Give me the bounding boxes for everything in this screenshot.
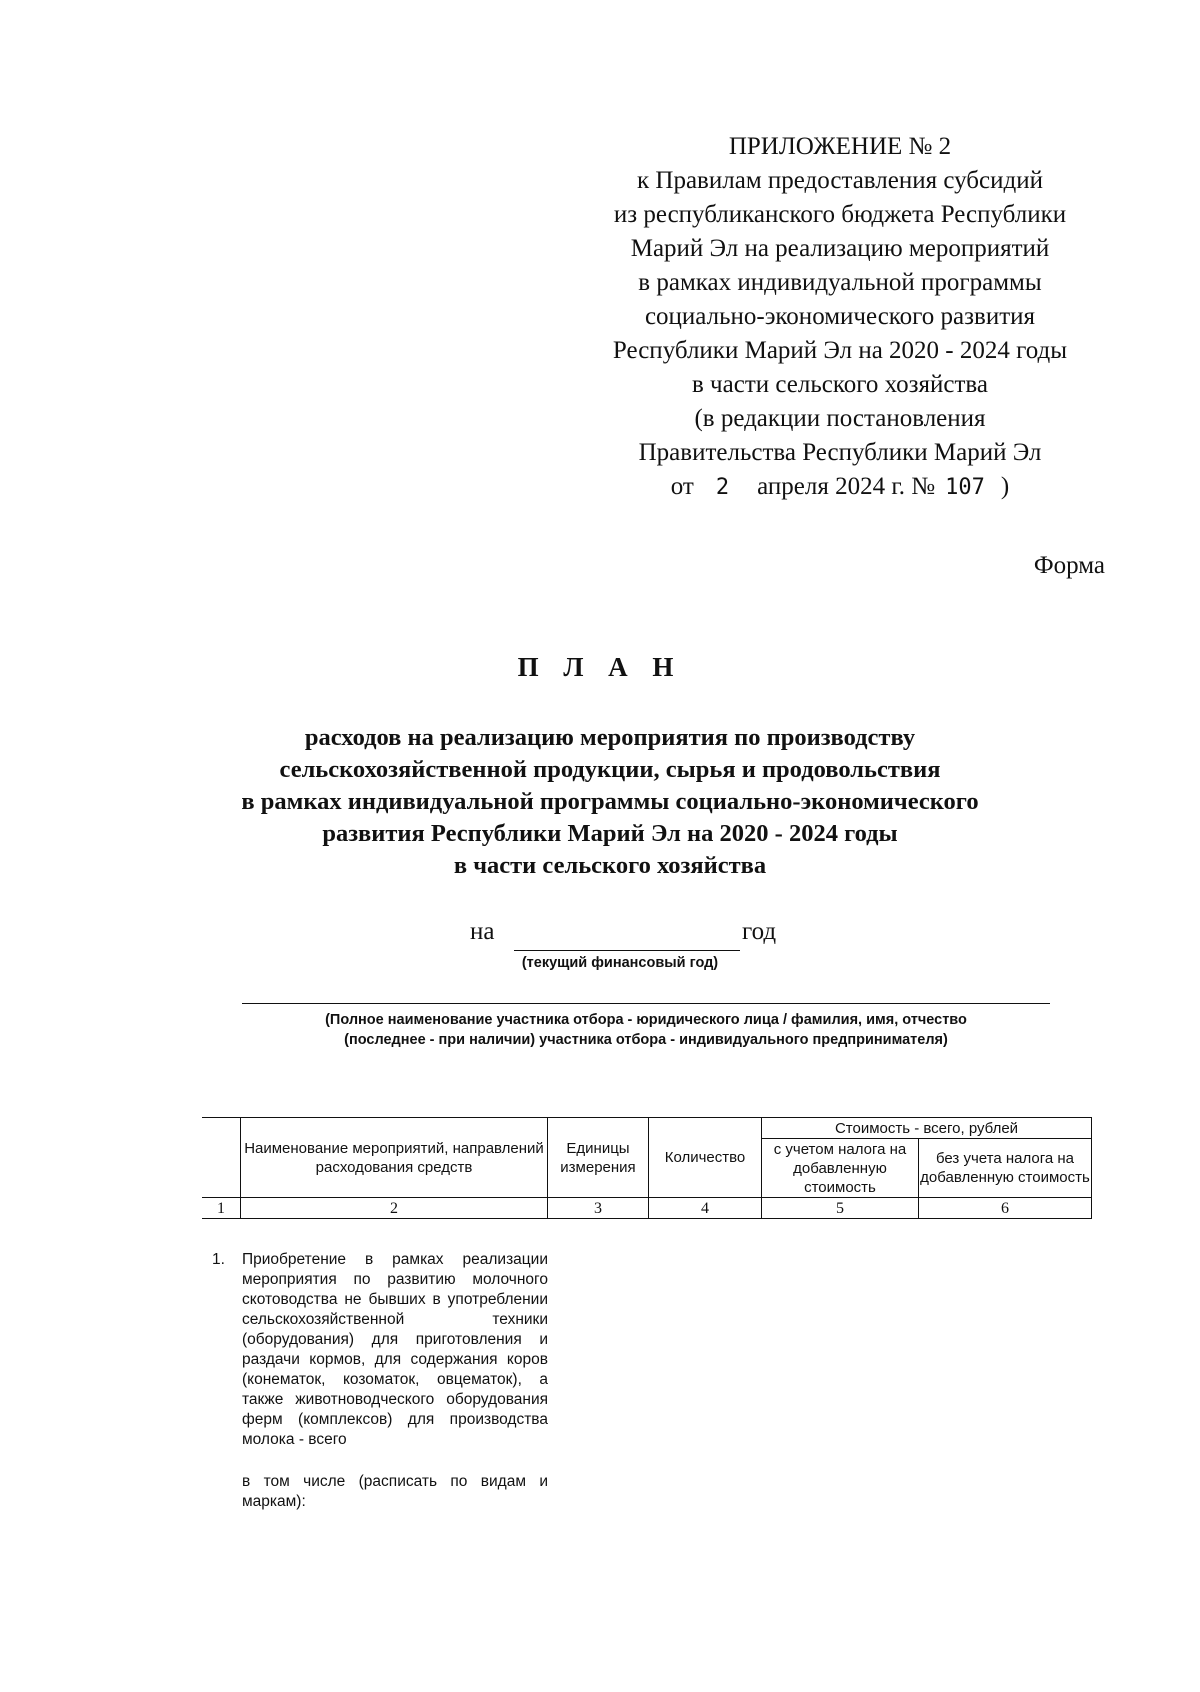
appendix-line: из республиканского бюджета Республики <box>613 201 1067 228</box>
plan-subtitle-line: расходов на реализацию мероприятия по производству <box>304 724 916 751</box>
header-name: Наименование мероприятий, направлений расходования средств <box>241 1118 548 1198</box>
item-subtext: в том числе (расписать по видам и маркам): <box>242 1473 548 1510</box>
expense-table <box>202 1117 1092 1219</box>
plan-subtitle-line: в части сельского хозяйства <box>453 852 767 879</box>
col-number: 4 <box>649 1198 762 1219</box>
date-suffix: ) <box>1000 473 1010 500</box>
plan-subtitle <box>180 722 1040 882</box>
god-label: год <box>742 918 777 945</box>
plan-subtitle-line: сельскохозяйственной продукции, сырья и продовольствия <box>279 756 941 783</box>
year-field-row <box>470 918 830 958</box>
na-label: на <box>470 918 495 945</box>
plan-subtitle-line: в рамках индивидуальной программы социально-экономического <box>241 788 979 815</box>
resolution-number: 107 <box>945 475 985 500</box>
appendix-date-line <box>560 470 1120 505</box>
plan-title: П Л А Н <box>517 652 683 682</box>
plan-subtitle-line: развития Республики Марий Эл на 2020 - 2024 годы <box>322 820 898 847</box>
year-caption: (текущий финансовый год) <box>521 955 719 971</box>
date-month-year: апреля 2024 г. № <box>757 473 936 500</box>
appendix-line: Республики Марий Эл на 2020 - 2024 годы <box>612 337 1068 364</box>
header-number <box>202 1118 241 1198</box>
item-text: Приобретение в рамках реализации мероприятия по развитию молочного скотоводства не бывших в употреблении сельскохозяйственной техники (оборудования) для приготовления и раздачи кормов, для содержания коров (конематок, козоматок, овцематок), а также животноводческого оборудования ферм (комплексов) для производства молока - всего <box>242 1251 548 1448</box>
header-without-vat: без учета налога на добавленную стоимость <box>919 1139 1092 1198</box>
header-with-vat: с учетом налога на добавленную стоимость <box>762 1139 919 1198</box>
appendix-line: (в редакции постановления <box>694 405 986 432</box>
col-number: 1 <box>202 1198 241 1219</box>
header-qty: Количество <box>649 1118 762 1198</box>
appendix-line: в части сельского хозяйства <box>692 371 988 398</box>
appendix-line: к Правилам предоставления субсидий <box>637 167 1043 194</box>
date-prefix: от <box>670 473 694 500</box>
appendix-header <box>560 130 1120 505</box>
date-day: 2 <box>715 475 730 500</box>
participant-name-caption <box>220 1010 1072 1050</box>
caption-line: (последнее - при наличии) участника отбора - индивидуального предпринимателя) <box>344 1032 948 1048</box>
col-number: 2 <box>241 1198 548 1219</box>
caption-line: (Полное наименование участника отбора - юридического лица / фамилия, имя, отчество <box>325 1012 967 1028</box>
appendix-line: в рамках индивидуальной программы <box>638 269 1042 296</box>
appendix-line: социально-экономического развития <box>644 303 1036 330</box>
header-cost-total: Стоимость - всего, рублей <box>762 1118 1092 1139</box>
col-number: 6 <box>919 1198 1092 1219</box>
participant-name-line <box>242 1003 1050 1004</box>
appendix-line: Марий Эл на реализацию мероприятий <box>630 235 1050 262</box>
appendix-title: ПРИЛОЖЕНИЕ № 2 <box>728 133 952 160</box>
col-number: 3 <box>548 1198 649 1219</box>
year-blank-line <box>514 950 740 951</box>
table-row <box>202 1198 1092 1219</box>
col-number: 5 <box>762 1198 919 1219</box>
item-number: 1. <box>212 1251 225 1268</box>
header-unit: Единицы измерения <box>548 1118 649 1198</box>
form-label: Форма <box>1033 552 1105 579</box>
appendix-line: Правительства Республики Марий Эл <box>638 439 1042 466</box>
